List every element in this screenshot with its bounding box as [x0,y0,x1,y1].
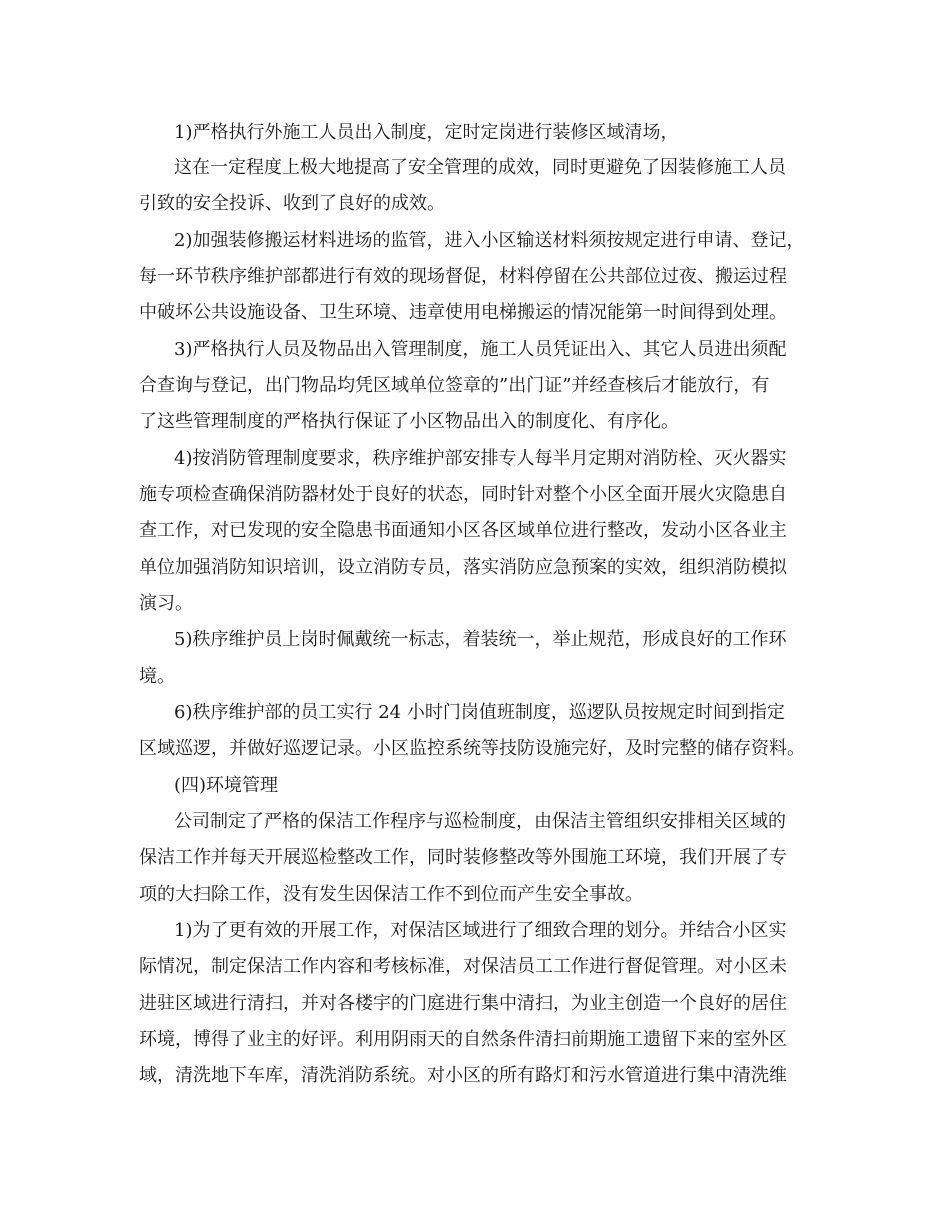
text-line: 际情况，制定保洁工作内容和考核标准，对保洁员工工作进行督促管理。对小区未 [139,956,787,977]
section-heading: (四)环境管理 [174,775,279,796]
text-line: 区域巡逻，并做好巡逻记录。小区监控系统等技防设施完好，及时完整的储存资料。 [139,738,805,759]
text-line: 这在一定程度上极大地提高了安全管理的成效，同时更避免了因装修施工人员 [174,157,786,178]
text-line: 6)秩序维护部的员工实行 24 小时门岗值班制度，巡逻队员按规定时间到指定 [174,702,785,723]
text-line: 4)按消防管理制度要求，秩序维护部安排专人每半月定期对消防栓、灭火器实 [174,448,787,469]
text-line: 1)严格执行外施工人员出入制度，定时定岗进行装修区域清场， [174,122,679,143]
text-line: 2)加强装修搬运材料进场的监管，进入小区输送材料须按规定进行申请、登记， [174,230,805,251]
text-line: 单位加强消防知识培训，设立消防专员，落实消防应急预案的实效，组织消防模拟 [139,557,787,578]
text-line: 进驻区域进行清扫，并对各楼宇的门庭进行集中清扫，为业主创造一个良好的居住 [139,993,787,1014]
text-line: 合查询与登记，出门物品均凭区域单位签章的”出门证”并经查核后才能放行，有 [139,375,770,396]
text-line: 公司制定了严格的保洁工作程序与巡检制度，由保洁主管组织安排相关区域的 [174,811,786,832]
text-line: 中破坏公共设施设备、卫生环境、违章使用电梯搬运的情况能第一时间得到处理。 [139,302,787,323]
text-line: 环境，博得了业主的好评。利用阴雨天的自然条件清扫前期施工遗留下来的室外区 [139,1029,787,1050]
text-line: 查工作，对已发现的安全隐患书面通知小区各区域单位进行整改，发动小区各业主 [139,520,787,541]
text-line: 1)为了更有效的开展工作，对保洁区域进行了细致合理的划分。并结合小区实 [174,920,787,941]
text-line: 保洁工作并每天开展巡检整改工作，同时装修整改等外围施工环境，我们开展了专 [139,847,787,868]
text-line: 项的大扫除工作，没有发生因保洁工作不到位而产生安全事故。 [139,884,643,905]
text-line: 3)严格执行人员及物品出入管理制度，施工人员凭证出入、其它人员进出须配 [174,339,787,360]
text-line: 境。 [139,666,175,687]
text-line: 引致的安全投诉、收到了良好的成效。 [139,193,445,214]
text-line: 施专项检查确保消防器材处于良好的状态，同时针对整个小区全面开展火灾隐患自 [139,484,787,505]
text-line: 每一环节秩序维护部都进行有效的现场督促，材料停留在公共部位过夜、搬运过程 [139,266,787,287]
text-line: 域，清洗地下车库，清洗消防系统。对小区的所有路灯和污水管道进行集中清洗维 [139,1065,787,1086]
text-line: 5)秩序维护员上岗时佩戴统一标志，着装统一，举止规范，形成良好的工作环 [174,629,787,650]
text-line: 了这些管理制度的严格执行保证了小区物品出入的制度化、有序化。 [139,411,679,432]
text-line: 演习。 [139,593,193,614]
